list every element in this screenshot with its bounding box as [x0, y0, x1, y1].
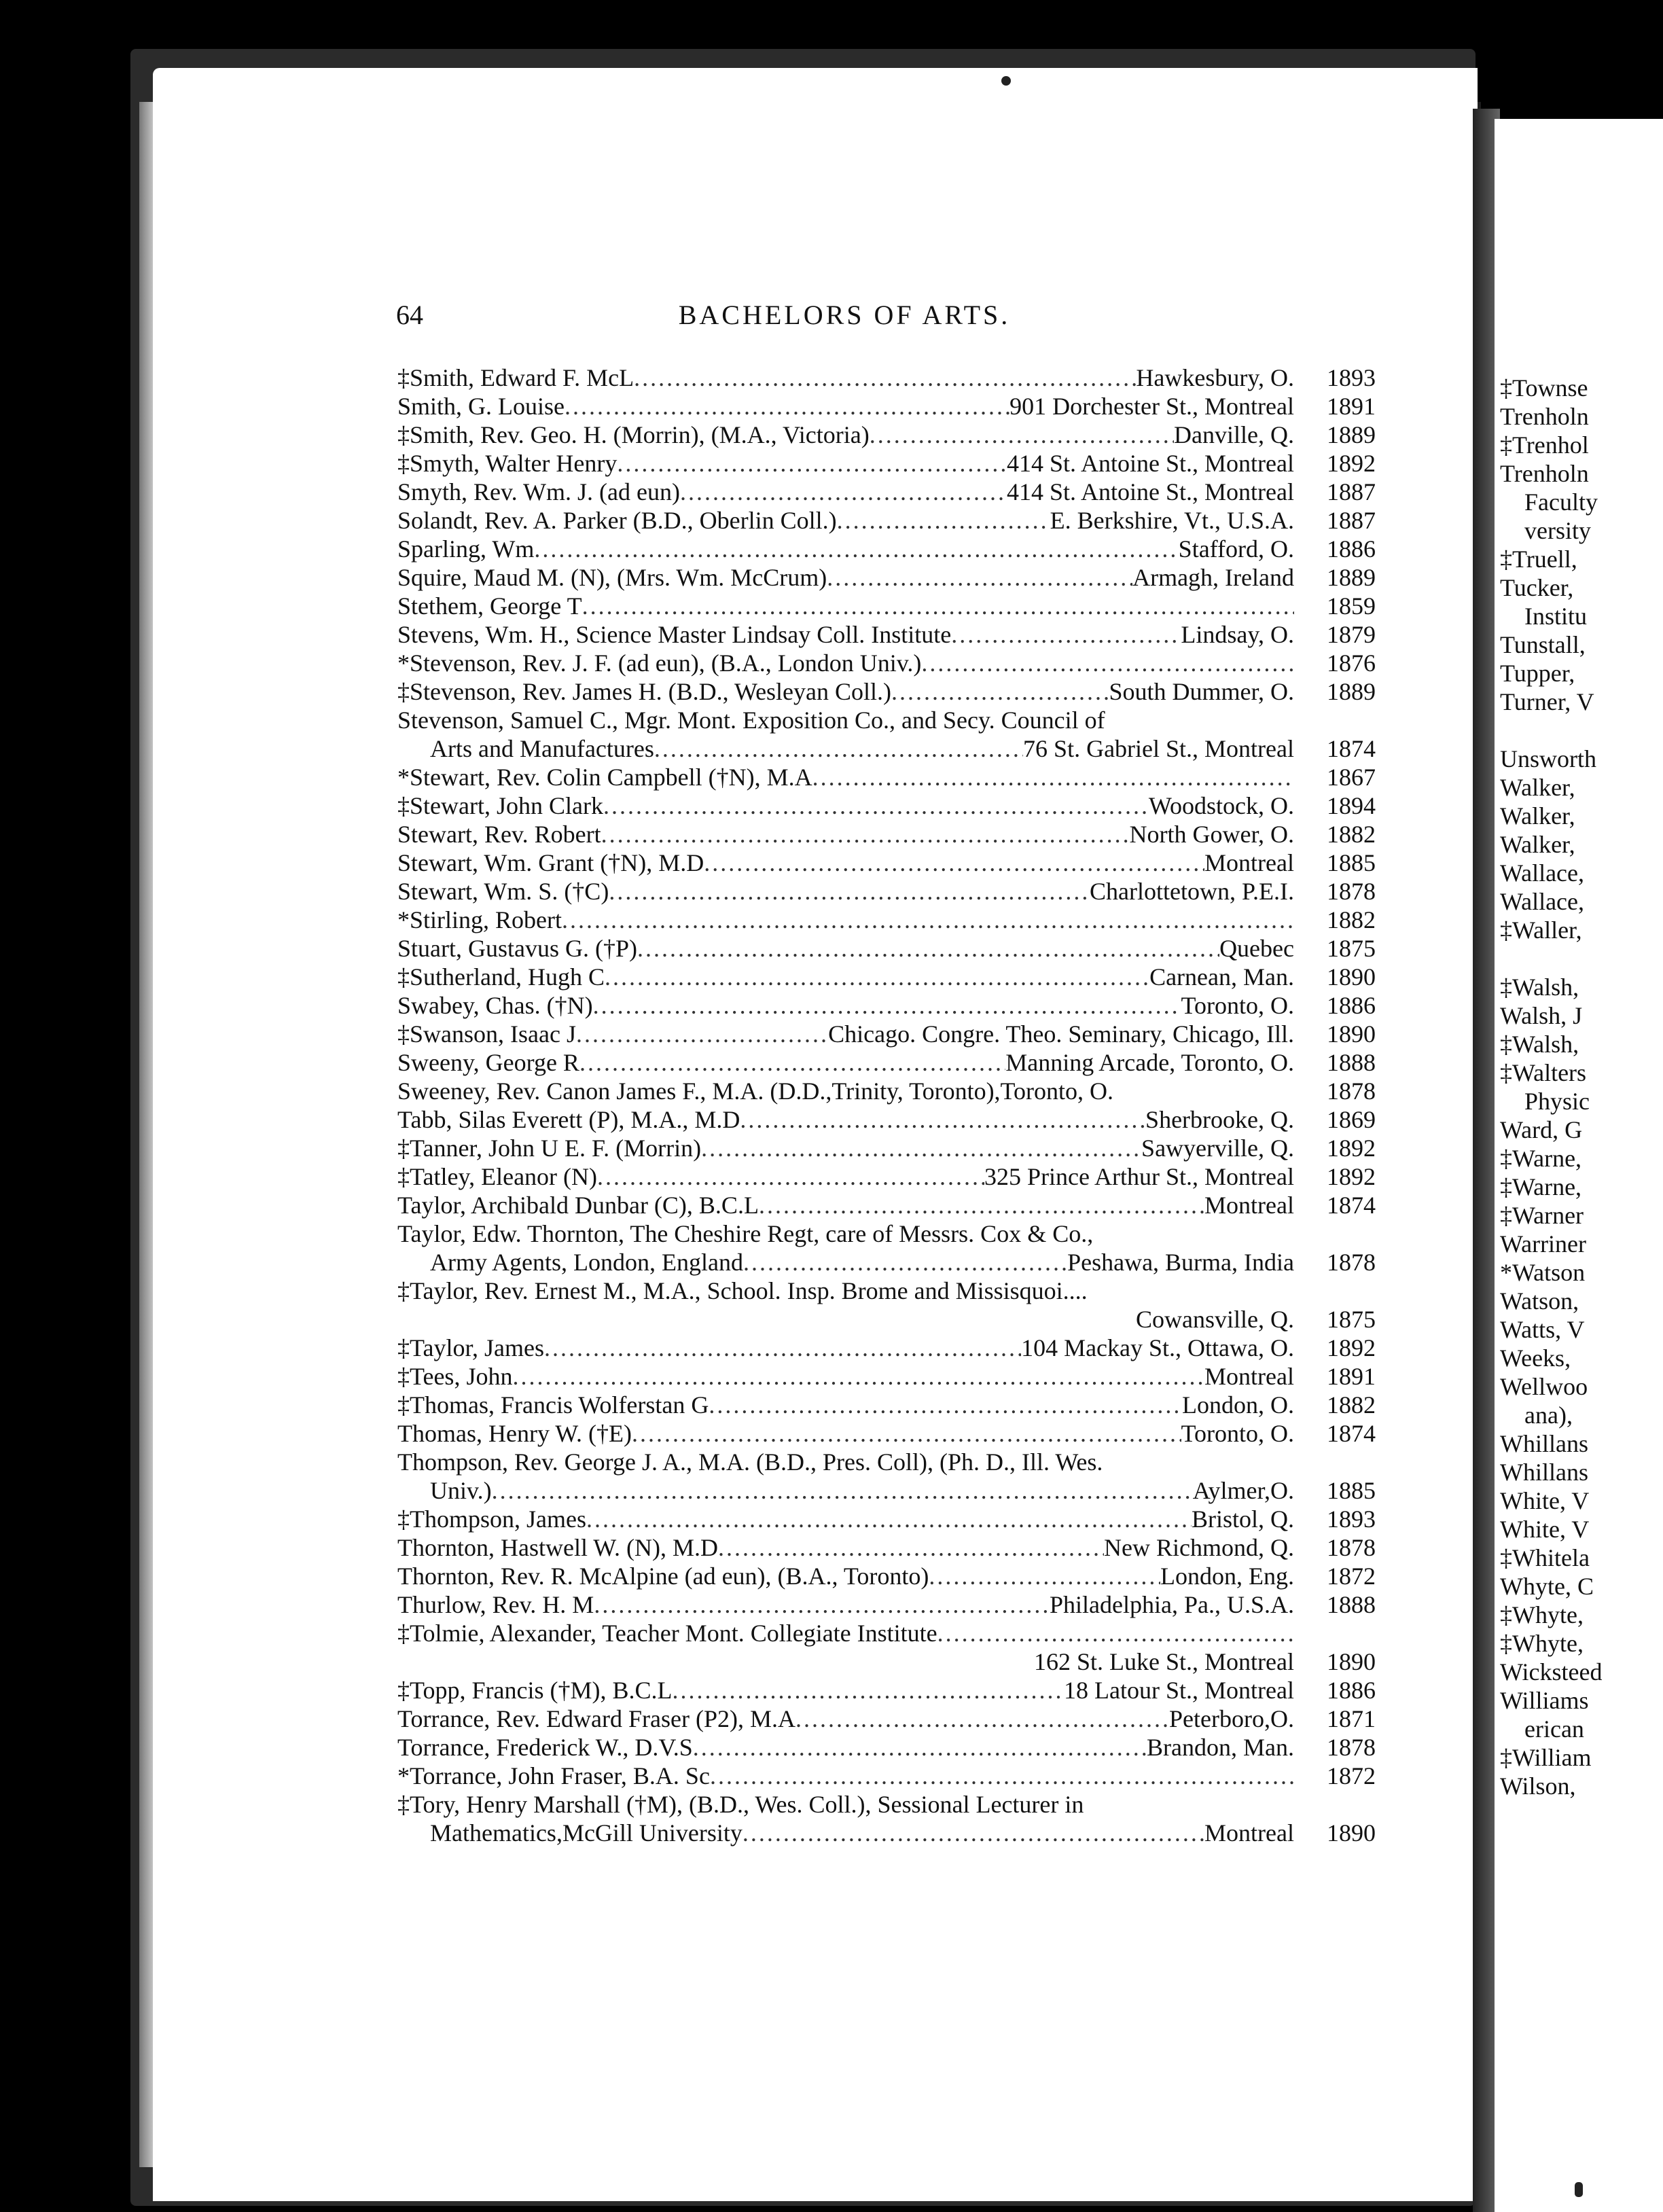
right-page — [1495, 119, 1663, 2212]
entry-name: Tabb, Silas Everett (P), M.A., M.D — [397, 1106, 740, 1133]
right-page-fragment: Wicksteed — [1500, 1658, 1603, 1685]
entry — [397, 1676, 1376, 1705]
entry-address: Bristol, Q. — [1191, 1505, 1294, 1533]
page-number: 64 — [396, 300, 423, 330]
entry-name: Sweeny, George R — [397, 1049, 579, 1076]
entry-year: 1867 — [1327, 764, 1376, 791]
dot-leader — [632, 1419, 1181, 1448]
entry — [397, 934, 1376, 963]
entry-address: 104 Mackay St., Ottawa, O. — [1021, 1334, 1294, 1361]
entry-year: 1882 — [1327, 906, 1376, 933]
dot-leader — [710, 1762, 1294, 1790]
entry-name: ‡Tanner, John U E. F. (Morrin) — [397, 1135, 702, 1162]
right-page-fragment: Turner, V — [1500, 688, 1594, 715]
entry — [397, 906, 1376, 934]
entry-name: ‡Tees, John — [397, 1363, 513, 1390]
right-page-fragment: Tunstall, — [1500, 631, 1586, 658]
entry-year: 1874 — [1327, 1192, 1376, 1219]
entry-address: Stafford, O. — [1178, 535, 1294, 563]
entry-year: 1878 — [1327, 1534, 1376, 1561]
entry-year: 1886 — [1327, 535, 1376, 563]
entry — [397, 1077, 1376, 1105]
entry-year: 1878 — [1327, 1734, 1376, 1761]
entry-name: ‡Smith, Edward F. McL — [397, 364, 634, 391]
right-page-fragment: versity — [1524, 517, 1591, 544]
entry-year: 1892 — [1327, 1334, 1376, 1361]
entry-name: Univ.) — [430, 1477, 492, 1504]
entry-address: London, O. — [1182, 1391, 1294, 1419]
entry — [397, 820, 1376, 849]
entry — [397, 1048, 1376, 1077]
ink-mark — [1575, 2182, 1583, 2197]
entry-name: Taylor, Edw. Thornton, The Cheshire Regt, care of Messrs. Cox & Co., — [397, 1220, 1094, 1247]
entry-address: 414 St. Antoine St., Montreal — [1007, 450, 1294, 477]
entry — [397, 1391, 1376, 1419]
entry-year: 1882 — [1327, 1391, 1376, 1419]
entry-name: Sparling, Wm — [397, 535, 535, 563]
entry-year: 1890 — [1327, 1819, 1376, 1847]
right-page-fragment: White, V — [1500, 1487, 1590, 1514]
running-head: BACHELORS OF ARTS. — [678, 300, 1011, 330]
entry-name: Thornton, Hastwell W. (N), M.D — [397, 1534, 718, 1561]
entry-address: South Dummer, O. — [1109, 678, 1294, 705]
right-page-fragment: Whillans — [1500, 1430, 1588, 1457]
entry — [397, 1362, 1376, 1391]
right-page-fragment: Williams — [1500, 1687, 1589, 1714]
entry — [397, 791, 1376, 820]
entry-address: 18 Latour St., Montreal — [1064, 1677, 1294, 1704]
entry-year: 1887 — [1327, 507, 1376, 534]
entry-year: 1892 — [1327, 1163, 1376, 1190]
entry — [397, 592, 1376, 620]
dot-leader — [701, 1134, 1141, 1162]
entry-address: Toronto, O. — [1181, 992, 1294, 1019]
dot-leader — [951, 620, 1181, 649]
entry-name: Swabey, Chas. (†N) — [397, 992, 593, 1019]
entry-address: Montreal — [1204, 1192, 1294, 1219]
entry — [397, 1790, 1376, 1847]
right-page-fragment: Walker, — [1500, 802, 1575, 830]
entry-year: 1875 — [1327, 935, 1376, 962]
entry-name: *Torrance, John Fraser, B.A. Sc — [397, 1762, 710, 1789]
dot-leader — [795, 1705, 1169, 1733]
dot-leader — [929, 1562, 1160, 1590]
entry-address: Armagh, Ireland — [1132, 564, 1294, 591]
dot-leader — [544, 1334, 1021, 1362]
entry-year: 1890 — [1327, 963, 1376, 991]
entry-year: 1876 — [1327, 649, 1376, 677]
right-page-fragment: Watts, V — [1500, 1316, 1585, 1343]
entry-name: ‡Thomas, Francis Wolferstan G — [397, 1391, 709, 1419]
right-page-fragment: Walker, — [1500, 831, 1575, 858]
entry-year: 1859 — [1327, 592, 1376, 620]
entry-name: Sweeney, Rev. Canon James F., M.A. (D.D.,Trinity, Toronto),Toronto, O. — [397, 1077, 1114, 1105]
right-page-fragment — [1500, 716, 1603, 745]
ink-mark — [1001, 76, 1011, 86]
right-page-fragment: Trenholn — [1500, 403, 1589, 430]
entry-year: 1871 — [1327, 1705, 1376, 1732]
dot-leader — [672, 1676, 1064, 1705]
entry-year: 1874 — [1327, 1420, 1376, 1447]
entry-address: Lindsay, O. — [1181, 621, 1294, 648]
entry-name: Army Agents, London, England — [430, 1249, 743, 1276]
entry-year: 1878 — [1327, 1077, 1376, 1105]
entry — [397, 991, 1376, 1020]
right-page-fragment: ‡Waller, — [1500, 916, 1582, 944]
entry-address: 901 Dorchester St., Montreal — [1009, 393, 1294, 420]
dot-leader — [709, 1391, 1182, 1419]
entry — [397, 449, 1376, 478]
entry-name: ‡Tory, Henry Marshall (†M), (B.D., Wes. Coll.), Sessional Lecturer in — [397, 1791, 1084, 1818]
right-page-fragment: Weeks, — [1500, 1344, 1571, 1372]
right-page-fragment: Wallace, — [1500, 859, 1585, 887]
entry-name: ‡Stewart, John Clark — [397, 792, 603, 819]
entry — [397, 1162, 1376, 1191]
dot-leader — [492, 1476, 1193, 1505]
dot-leader — [594, 1590, 1050, 1619]
entry-year: 1887 — [1327, 478, 1376, 505]
dot-leader — [837, 506, 1050, 535]
right-page-fragment: Wilson, — [1500, 1772, 1576, 1800]
entry-address: Aylmer,O. — [1192, 1477, 1294, 1504]
dot-leader — [718, 1533, 1104, 1562]
entry-address: Philadelphia, Pa., U.S.A. — [1050, 1591, 1294, 1618]
entry — [397, 1762, 1376, 1790]
entry-address: Montreal — [1204, 1819, 1294, 1847]
entry — [397, 649, 1376, 677]
right-page-fragment: Physic — [1524, 1088, 1590, 1115]
right-page-fragment: ‡Walters — [1500, 1059, 1587, 1086]
dot-leader — [582, 592, 1294, 620]
entry-year: 1894 — [1327, 792, 1376, 819]
right-page-fragment: Warriner — [1500, 1230, 1587, 1257]
right-page-fragment: ‡Whitela — [1500, 1544, 1590, 1571]
entry-name: ‡Taylor, Rev. Ernest M., M.A., School. Insp. Brome and Missisquoi.... — [397, 1277, 1088, 1304]
right-page-fragment: ‡William — [1500, 1744, 1592, 1771]
entry-year: 1875 — [1327, 1306, 1376, 1333]
entry — [397, 1505, 1376, 1533]
entry — [397, 1105, 1376, 1134]
dot-leader — [597, 1162, 984, 1191]
entry-name: Smyth, Rev. Wm. J. (ad eun) — [397, 478, 680, 505]
dot-leader — [740, 1105, 1145, 1134]
dot-leader — [601, 820, 1130, 849]
entry-name: Mathematics,McGill University — [430, 1819, 743, 1847]
entry-name: Stevenson, Samuel C., Mgr. Mont. Exposition Co., and Secy. Council of — [397, 707, 1105, 734]
entry-address: Montreal — [1204, 1363, 1294, 1390]
entry — [397, 535, 1376, 563]
right-page-fragment: Whyte, C — [1500, 1573, 1594, 1600]
entry-name: Solandt, Rev. A. Parker (B.D., Oberlin Coll.) — [397, 507, 837, 534]
entry-name: ‡Tatley, Eleanor (N) — [397, 1163, 598, 1190]
dot-leader — [593, 991, 1181, 1020]
right-page-fragment: ‡Warne, — [1500, 1145, 1582, 1172]
entry-year: 1893 — [1327, 1505, 1376, 1533]
entry — [397, 478, 1376, 506]
right-page-fragment: Institu — [1524, 603, 1588, 630]
right-page-fragment: ‡Walsh, — [1500, 1031, 1579, 1058]
entry-year: 1872 — [1327, 1563, 1376, 1590]
entry-address: Brandon, Man. — [1147, 1734, 1294, 1761]
entry-name: Torrance, Frederick W., D.V.S — [397, 1734, 693, 1761]
entry — [397, 1590, 1376, 1619]
entry — [397, 1419, 1376, 1448]
entry-name: ‡Smyth, Walter Henry — [397, 450, 618, 477]
right-page-fragment: ‡Walsh, — [1500, 974, 1579, 1001]
right-page-fragment: Tucker, — [1500, 574, 1574, 601]
dot-leader — [759, 1191, 1204, 1219]
entry-address: Peterboro,O. — [1169, 1705, 1294, 1732]
entry-year: 1885 — [1327, 849, 1376, 876]
entry-list — [397, 363, 1376, 1847]
entry-address: Toronto, O. — [1181, 1420, 1294, 1447]
dot-leader — [565, 392, 1009, 421]
entry-year: 1891 — [1327, 1363, 1376, 1390]
right-page-fragment: Faculty — [1524, 488, 1598, 516]
entry-name: ‡Stevenson, Rev. James H. (B.D., Wesleyan Coll.) — [397, 678, 892, 705]
entry-name: *Stewart, Rev. Colin Campbell (†N), M.A — [397, 764, 812, 791]
dot-leader — [603, 791, 1149, 820]
entry — [397, 1334, 1376, 1362]
entry — [397, 849, 1376, 877]
right-page-fragment: ‡Whyte, — [1500, 1601, 1584, 1628]
entry-name: ‡Thompson, James — [397, 1505, 586, 1533]
right-page-fragment: ‡Townse — [1500, 374, 1588, 402]
entry-address: Carnean, Man. — [1149, 963, 1294, 991]
dot-leader — [654, 734, 1023, 763]
entry-year: 1891 — [1327, 393, 1376, 420]
entry-name: *Stevenson, Rev. J. F. (ad eun), (B.A., London Univ.) — [397, 649, 922, 677]
right-page-fragment: ‡Warner — [1500, 1202, 1584, 1229]
dot-leader — [637, 934, 1219, 963]
right-page-fragment: Wellwoo — [1500, 1373, 1588, 1400]
right-page-fragment: Whillans — [1500, 1459, 1588, 1486]
entry-year: 1889 — [1327, 564, 1376, 591]
entry-address: 76 St. Gabriel St., Montreal — [1023, 735, 1294, 762]
entry — [397, 1219, 1376, 1277]
entry — [397, 1020, 1376, 1048]
entry-year: 1888 — [1327, 1049, 1376, 1076]
entry-address: Sherbrooke, Q. — [1145, 1106, 1294, 1133]
right-page-fragment: Trenholn — [1500, 460, 1589, 487]
entry-name: Thornton, Rev. R. McAlpine (ad eun), (B.A., Toronto) — [397, 1563, 929, 1590]
dot-leader — [937, 1619, 1294, 1647]
right-page-entry-list — [1500, 374, 1603, 1800]
entry-year: 1893 — [1327, 364, 1376, 391]
dot-leader — [609, 877, 1090, 906]
dot-leader — [743, 1819, 1204, 1847]
entry-year: 1889 — [1327, 678, 1376, 705]
entry-year: 1885 — [1327, 1477, 1376, 1504]
right-page-fragment: ‡Trenhol — [1500, 431, 1589, 459]
right-page-fragment — [1500, 944, 1603, 973]
right-page-fragment: ana), — [1524, 1402, 1573, 1429]
entry-address: Peshawa, Burma, India — [1067, 1249, 1294, 1276]
dot-leader — [579, 1048, 1005, 1077]
entry-name: Stewart, Rev. Robert — [397, 821, 601, 848]
entry — [397, 563, 1376, 592]
entry-name: ‡Topp, Francis (†M), B.C.L — [397, 1677, 673, 1704]
entry-name: Thomas, Henry W. (†E) — [397, 1420, 632, 1447]
entry — [397, 1191, 1376, 1219]
entry-year: 1889 — [1327, 421, 1376, 448]
entry-year: 1888 — [1327, 1591, 1376, 1618]
entry-year: 1869 — [1327, 1106, 1376, 1133]
entry — [397, 877, 1376, 906]
entry-name: Thompson, Rev. George J. A., M.A. (B.D., Pres. Coll), (Ph. D., Ill. Wes. — [397, 1448, 1103, 1476]
right-page-fragment: ‡Whyte, — [1500, 1630, 1584, 1657]
right-page-fragment: White, V — [1500, 1516, 1590, 1543]
entry — [397, 392, 1376, 421]
page-header — [396, 299, 1293, 340]
entry-year: 1890 — [1327, 1020, 1376, 1048]
entry — [397, 1533, 1376, 1562]
entry-address: Cowansville, Q. — [1136, 1306, 1294, 1333]
entry-year: 1878 — [1327, 878, 1376, 905]
entry-year: 1879 — [1327, 621, 1376, 648]
entry-year: 1886 — [1327, 1677, 1376, 1704]
dot-leader — [534, 535, 1178, 563]
entry-address: Manning Arcade, Toronto, O. — [1005, 1049, 1294, 1076]
entry-name: ‡Tolmie, Alexander, Teacher Mont. Collegiate Institute — [397, 1620, 937, 1647]
entry-year: 1892 — [1327, 450, 1376, 477]
entry-year: 1878 — [1327, 1249, 1376, 1276]
entry-name: Stevens, Wm. H., Science Master Lindsay Coll. Institute — [397, 621, 952, 648]
entry-address: 325 Prince Arthur St., Montreal — [984, 1163, 1294, 1190]
entry-year: 1872 — [1327, 1762, 1376, 1789]
dot-leader — [680, 478, 1007, 506]
right-page-fragment: Tupper, — [1500, 660, 1575, 687]
right-page-fragment: Ward, G — [1500, 1116, 1583, 1143]
entry-address: London, Eng. — [1160, 1563, 1294, 1590]
entry — [397, 506, 1376, 535]
entry-address: New Richmond, Q. — [1104, 1534, 1294, 1561]
dot-leader — [870, 421, 1174, 449]
entry-address: North Gower, O. — [1129, 821, 1294, 848]
entry — [397, 677, 1376, 706]
entry-name: Thurlow, Rev. H. M — [397, 1591, 594, 1618]
entry — [397, 1562, 1376, 1590]
right-page-fragment: *Watson — [1500, 1259, 1586, 1286]
entry — [397, 1705, 1376, 1733]
dot-leader — [605, 963, 1149, 991]
dot-leader — [704, 849, 1204, 877]
entry-name: Stewart, Wm. S. (†C) — [397, 878, 609, 905]
right-page-fragment: Walsh, J — [1500, 1002, 1583, 1029]
entry — [397, 1733, 1376, 1762]
dot-leader — [743, 1248, 1067, 1277]
right-page-fragment: erican — [1524, 1715, 1584, 1743]
entry — [397, 1619, 1376, 1676]
right-page-fragment: ‡Truell, — [1500, 546, 1577, 573]
entry-year: 1886 — [1327, 992, 1376, 1019]
dot-leader — [512, 1362, 1204, 1391]
entry-name: Arts and Manufactures — [430, 735, 654, 762]
entry-address: Sawyerville, Q. — [1141, 1135, 1294, 1162]
entry — [397, 620, 1376, 649]
dot-leader — [891, 677, 1109, 706]
dot-leader — [576, 1020, 828, 1048]
dot-leader — [562, 906, 1294, 934]
entry — [397, 1448, 1376, 1505]
dot-leader — [693, 1733, 1147, 1762]
entry-address: Hawkesbury, O. — [1136, 364, 1294, 391]
entry-name: *Stirling, Robert — [397, 906, 562, 933]
right-page-fragment: Walker, — [1500, 774, 1575, 801]
entry — [397, 706, 1376, 763]
right-page-fragment: Unsworth — [1500, 745, 1596, 772]
right-page-fragment: Wallace, — [1500, 888, 1585, 915]
dot-leader — [812, 763, 1294, 791]
entry-name: Squire, Maud M. (N), (Mrs. Wm. McCrum) — [397, 564, 827, 591]
dot-leader — [586, 1505, 1192, 1533]
entry — [397, 763, 1376, 791]
entry-name: Torrance, Rev. Edward Fraser (P2), M.A — [397, 1705, 795, 1732]
dot-leader — [827, 563, 1132, 592]
entry-address: E. Berkshire, Vt., U.S.A. — [1050, 507, 1294, 534]
entry — [397, 1134, 1376, 1162]
entry-address: Woodstock, O. — [1148, 792, 1294, 819]
entry — [397, 421, 1376, 449]
right-page-fragment: ‡Warne, — [1500, 1173, 1582, 1200]
entry-address: Quebec — [1219, 935, 1294, 962]
entry-name: Taylor, Archibald Dunbar (C), B.C.L — [397, 1192, 759, 1219]
entry-name: ‡Swanson, Isaac J — [397, 1020, 576, 1048]
entry-name: Stuart, Gustavus G. (†P) — [397, 935, 637, 962]
entry — [397, 963, 1376, 991]
entry-address: 162 St. Luke St., Montreal — [1034, 1648, 1294, 1675]
entry-year: 1892 — [1327, 1135, 1376, 1162]
entry-name: Stewart, Wm. Grant (†N), M.D — [397, 849, 704, 876]
entry-year: 1890 — [1327, 1648, 1376, 1675]
entry-name: Smith, G. Louise — [397, 393, 565, 420]
entry-name: ‡Taylor, James — [397, 1334, 544, 1361]
dot-leader — [921, 649, 1294, 677]
dot-leader — [617, 449, 1007, 478]
entry-name: ‡Sutherland, Hugh C — [397, 963, 605, 991]
right-page-fragment: Watson, — [1500, 1287, 1579, 1315]
entry-name: Stethem, George T — [397, 592, 582, 620]
entry-address: Montreal — [1204, 849, 1294, 876]
entry-address: 414 St. Antoine St., Montreal — [1007, 478, 1294, 505]
entry — [397, 363, 1376, 392]
entry-year: 1874 — [1327, 735, 1376, 762]
entry-address: Chicago. Congre. Theo. Seminary, Chicago, Ill. — [828, 1020, 1294, 1048]
dot-leader — [634, 363, 1136, 392]
entry-name: ‡Smith, Rev. Geo. H. (Morrin), (M.A., Victoria) — [397, 421, 870, 448]
entry-address: Charlottetown, P.E.I. — [1090, 878, 1294, 905]
entry — [397, 1277, 1376, 1334]
entry-address: Danville, Q. — [1174, 421, 1294, 448]
entry-year: 1882 — [1327, 821, 1376, 848]
